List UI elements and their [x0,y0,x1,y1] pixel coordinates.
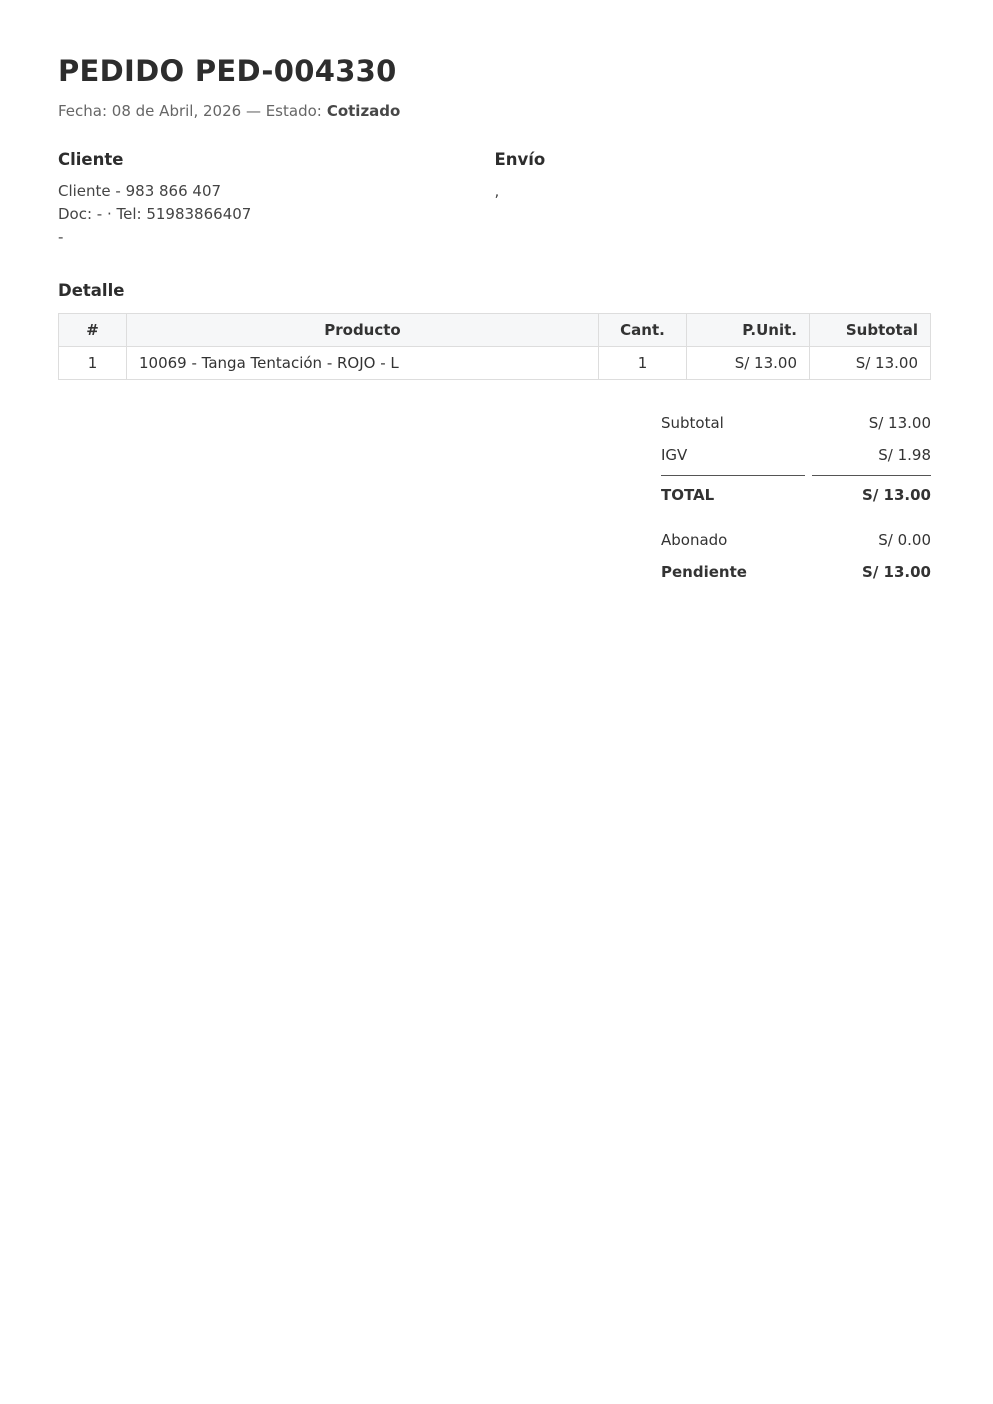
total-value: S/ 13.00 [812,475,931,504]
detalle-heading: Detalle [58,280,125,300]
cliente-address-line: - [58,227,64,246]
totals-igv-row [661,439,931,471]
totals-total-row [661,475,931,511]
page-title: PEDIDO PED-004330 [58,54,397,88]
igv-value: S/ 1.98 [878,445,931,464]
items-table-header-row [59,313,931,346]
abonado-label: Abonado [661,530,728,549]
cliente-section [58,150,495,249]
items-table [58,313,931,380]
totals-block [661,407,931,588]
pendiente-label: Pendiente [661,562,747,581]
totals-subtotal-row [661,407,931,439]
cliente-name-line: Cliente - 983 866 407 [58,181,222,200]
envio-heading: Envío [494,149,546,169]
col-header-cant: Cant. [599,313,687,346]
totals-abonado-row [661,524,931,556]
cell-producto: 10069 - Tanga Tentación - ROJO - L [127,346,599,379]
cell-punit: S/ 13.00 [687,346,810,379]
cliente-heading: Cliente [58,149,124,169]
cell-cant: 1 [599,346,687,379]
cell-subtotal: S/ 13.00 [810,346,931,379]
subtotal-value: S/ 13.00 [868,413,931,432]
col-header-producto: Producto [127,313,599,346]
order-meta-text: Fecha: 08 de Abril, 2026 — Estado: [58,101,322,120]
detalle-section [58,281,931,380]
order-meta [58,102,931,120]
col-header-num: # [59,313,127,346]
abonado-value: S/ 0.00 [878,530,931,549]
order-status: Cotizado [326,101,401,120]
igv-label: IGV [661,445,688,464]
cliente-doc-tel-line: Doc: - · Tel: 51983866407 [58,204,252,223]
client-shipping-columns [58,150,931,249]
cell-num: 1 [59,346,127,379]
envio-address-line: , [494,181,500,200]
envio-section [495,150,932,249]
subtotal-label: Subtotal [661,413,724,432]
table-row [59,346,931,379]
totals-pendiente-row [661,556,931,588]
pendiente-value: S/ 13.00 [862,562,931,581]
total-label: TOTAL [661,475,805,504]
col-header-punit: P.Unit. [687,313,810,346]
col-header-subtotal: Subtotal [810,313,931,346]
